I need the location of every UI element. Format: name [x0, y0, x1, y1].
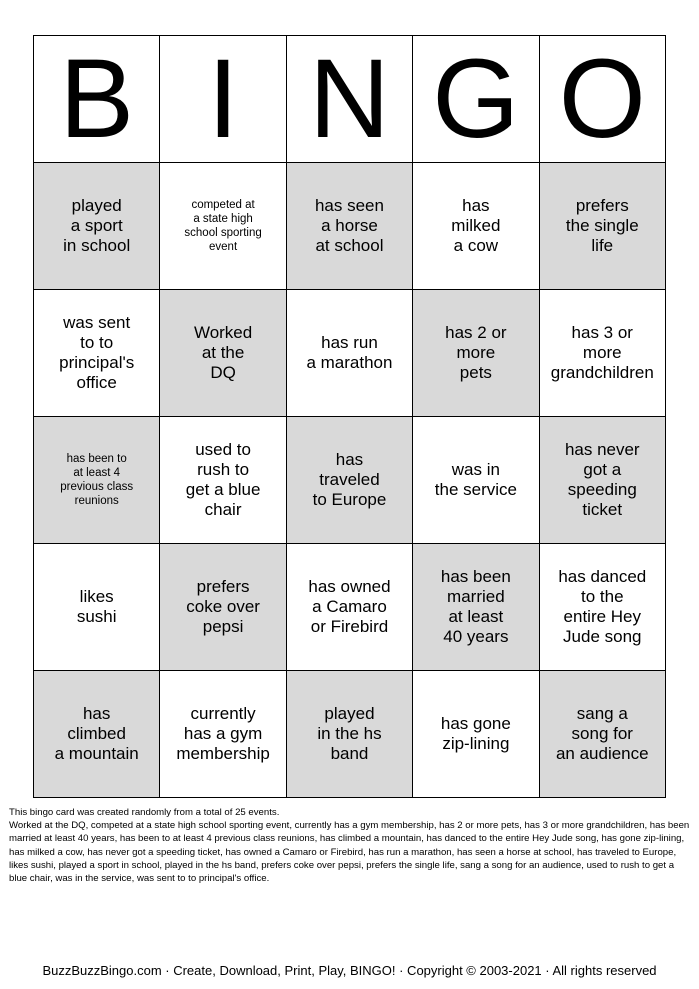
bingo-cell: competed at a state high school sporting event	[160, 163, 286, 290]
bingo-cell: likes sushi	[34, 544, 160, 671]
bingo-row-4	[34, 544, 666, 671]
bingo-cell: used to rush to get a blue chair	[160, 417, 286, 544]
bingo-row-3	[34, 417, 666, 544]
bingo-cell: prefers the single life	[539, 163, 665, 290]
header-letter-g: G	[413, 36, 539, 163]
bingo-cell: was sent to to principal's office	[34, 290, 160, 417]
bingo-cell: has run a marathon	[286, 290, 412, 417]
bingo-cell: has climbed a mountain	[34, 671, 160, 798]
bingo-cell: has milked a cow	[413, 163, 539, 290]
bingo-cell: has been to at least 4 previous class reunions	[34, 417, 160, 544]
bingo-cell: has owned a Camaro or Firebird	[286, 544, 412, 671]
bingo-cell: Worked at the DQ	[160, 290, 286, 417]
header-letter-o: O	[539, 36, 665, 163]
bingo-row-2	[34, 290, 666, 417]
bingo-cell: currently has a gym membership	[160, 671, 286, 798]
copyright-footer: BuzzBuzzBingo.com · Create, Download, Print, Play, BINGO! · Copyright © 2003-2021 · All rights reserved	[42, 963, 657, 978]
bingo-row-1	[34, 163, 666, 290]
card-info-text: This bingo card was created randomly from a total of 25 events.	[9, 807, 280, 818]
event-list-note	[9, 806, 691, 885]
header-letter-i: I	[160, 36, 286, 163]
bingo-header-row	[34, 36, 666, 163]
bingo-row-5	[34, 671, 666, 798]
bingo-cell: played a sport in school	[34, 163, 160, 290]
bingo-cell: was in the service	[413, 417, 539, 544]
bingo-cell: has 2 or more pets	[413, 290, 539, 417]
bingo-cell: has traveled to Europe	[286, 417, 412, 544]
bingo-cell: has gone zip-lining	[413, 671, 539, 798]
header-letter-b: B	[34, 36, 160, 163]
bingo-card	[33, 35, 666, 798]
bingo-cell: has seen a horse at school	[286, 163, 412, 290]
header-letter-n: N	[286, 36, 412, 163]
bingo-cell: sang a song for an audience	[539, 671, 665, 798]
bingo-cell: prefers coke over pepsi	[160, 544, 286, 671]
bingo-cell: has never got a speeding ticket	[539, 417, 665, 544]
bingo-cell: played in the hs band	[286, 671, 412, 798]
event-list-text: Worked at the DQ, competed at a state high school sporting event, currently has a gym membership, has 2 or more pets, has 3 or more grandchildren, has been married at least 40 years, has been to at least 4 previous class reunions, has climbed a mountain, has danced to the entire Hey Jude song, has gone zip-lining, has milked a cow, has never got a speeding ticket, has owned a Camaro or Firebird, has run a marathon, has seen a horse at school, has traveled to Europe, likes sushi, played a sport in school, played in the hs band, prefers coke over pepsi, prefers the single life, sang a song for an audience, used to rush to get a blue chair, was in the service, was sent to to principal's office.	[9, 820, 690, 885]
bingo-cell: has 3 or more grandchildren	[539, 290, 665, 417]
bingo-cell: has been married at least 40 years	[413, 544, 539, 671]
bingo-cell: has danced to the entire Hey Jude song	[539, 544, 665, 671]
